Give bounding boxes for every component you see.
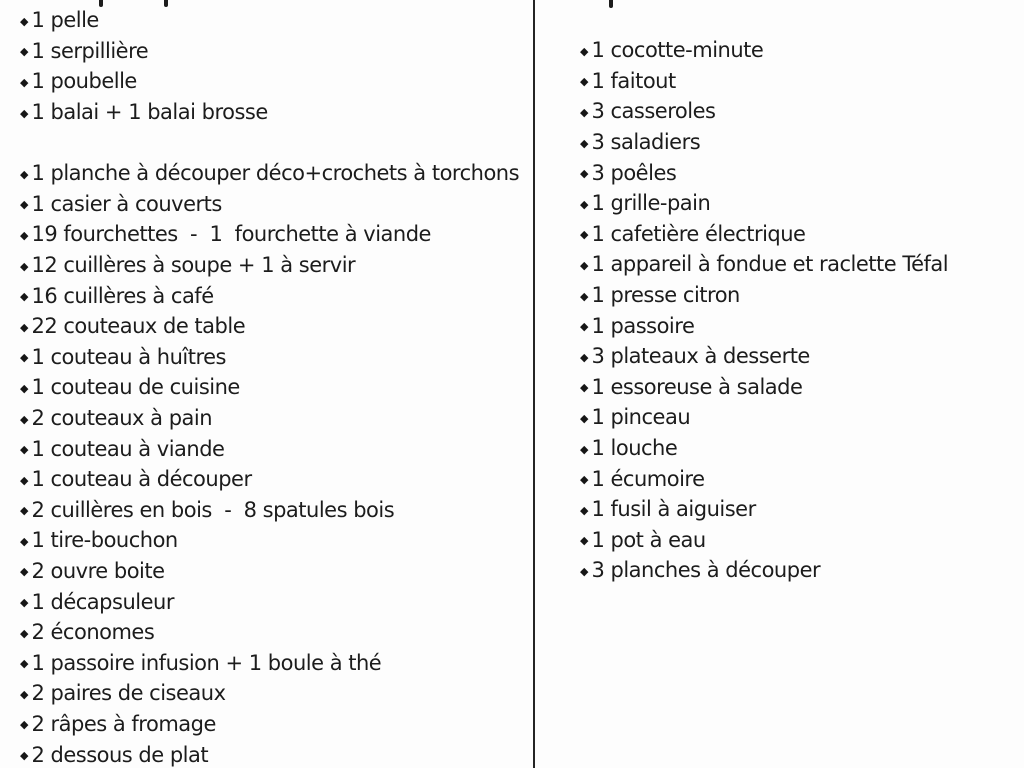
diamond-bullet-icon: ◆ xyxy=(580,197,589,211)
diamond-bullet-icon: ◆ xyxy=(580,442,589,456)
diamond-bullet-icon: ◆ xyxy=(20,106,29,120)
list-item xyxy=(580,280,1014,311)
list-item xyxy=(580,433,1014,464)
diamond-bullet-icon: ◆ xyxy=(580,473,589,487)
list-item xyxy=(20,617,525,648)
list-item-text: 12 cuillères à soupe + 1 à servir xyxy=(31,253,356,278)
diamond-bullet-icon: ◆ xyxy=(20,534,29,548)
list-item xyxy=(20,464,525,495)
list-item xyxy=(20,495,525,526)
list-item-text: 2 cuillères en bois - 8 spatules bois xyxy=(31,497,395,522)
list-item xyxy=(20,586,525,617)
left-column xyxy=(20,5,525,770)
list-item-text: 16 cuillères à café xyxy=(31,283,214,308)
diamond-bullet-icon: ◆ xyxy=(580,534,589,548)
list-item-text: 1 grille-pain xyxy=(591,191,711,216)
diamond-bullet-icon: ◆ xyxy=(20,167,29,181)
list-item xyxy=(20,525,525,556)
list-item xyxy=(580,219,1014,250)
list-item-text: 1 fusil à aiguiser xyxy=(591,497,756,522)
list-item xyxy=(20,647,525,678)
diamond-bullet-icon: ◆ xyxy=(20,351,29,365)
diamond-bullet-icon: ◆ xyxy=(20,596,29,610)
diamond-bullet-icon: ◆ xyxy=(580,411,589,425)
list-item xyxy=(580,402,1014,433)
diamond-bullet-icon: ◆ xyxy=(580,381,589,395)
list-item-text: 1 pinceau xyxy=(591,405,691,430)
list-item xyxy=(580,188,1014,219)
list-item xyxy=(20,433,525,464)
list-item xyxy=(20,556,525,587)
list-item-text: 1 essoreuse à salade xyxy=(591,374,803,399)
list-item-text: 3 plateaux à desserte xyxy=(591,344,810,369)
list-item-text: 3 casseroles xyxy=(591,99,716,124)
list-item-text: 22 couteaux de table xyxy=(31,314,246,339)
list-item xyxy=(580,66,1014,97)
list-item-text: 1 pelle xyxy=(31,8,99,33)
list-item xyxy=(20,403,525,434)
diamond-bullet-icon: ◆ xyxy=(580,75,589,89)
diamond-bullet-icon: ◆ xyxy=(20,626,29,640)
diamond-bullet-icon: ◆ xyxy=(20,718,29,732)
list-item xyxy=(580,35,1014,66)
list-item xyxy=(580,249,1014,280)
list-item xyxy=(580,372,1014,403)
list-item-text: 1 casier à couverts xyxy=(31,191,222,216)
list-item-text: 1 passoire infusion + 1 boule à thé xyxy=(31,650,382,675)
diamond-bullet-icon: ◆ xyxy=(580,350,589,364)
list-item xyxy=(20,250,525,281)
list-item xyxy=(20,36,525,67)
list-item-text: 3 poêles xyxy=(591,160,677,185)
list-item xyxy=(20,158,525,189)
list-item xyxy=(580,494,1014,525)
list-item-text: 1 écumoire xyxy=(591,466,705,491)
list-item xyxy=(580,127,1014,158)
diamond-bullet-icon: ◆ xyxy=(580,258,589,272)
diamond-bullet-icon: ◆ xyxy=(580,105,589,119)
list-item-text: 1 couteau à découper xyxy=(31,467,252,492)
diamond-bullet-icon: ◆ xyxy=(20,504,29,518)
list-item-text: 1 faitout xyxy=(591,68,676,93)
list-item-text: 1 décapsuleur xyxy=(31,589,174,614)
list-item-text: 2 économes xyxy=(31,620,155,645)
diamond-bullet-icon: ◆ xyxy=(20,749,29,763)
list-item xyxy=(20,709,525,740)
list-item-text: 1 appareil à fondue et raclette Téfal xyxy=(591,252,949,277)
diamond-bullet-icon: ◆ xyxy=(20,198,29,212)
list-item-text: 3 saladiers xyxy=(591,130,701,155)
list-item-text: 1 pot à eau xyxy=(591,527,706,552)
diamond-bullet-icon: ◆ xyxy=(580,320,589,334)
list-item xyxy=(20,189,525,220)
list-item-text: 1 serpillière xyxy=(31,38,149,63)
list-item-text: 1 planche à découper déco+crochets à torchons xyxy=(31,161,520,186)
diamond-bullet-icon: ◆ xyxy=(580,44,589,58)
list-item-text: 3 planches à découper xyxy=(591,558,821,583)
list-item-text: 1 cocotte-minute xyxy=(591,38,764,63)
list-item xyxy=(20,97,525,128)
list-item-text: 1 couteau à huîtres xyxy=(31,344,226,369)
list-item xyxy=(580,96,1014,127)
list-item-text: 19 fourchettes - 1 fourchette à viande xyxy=(31,222,431,247)
list-item xyxy=(580,555,1014,586)
list-item-text: 2 couteaux à pain xyxy=(31,406,213,431)
diamond-bullet-icon: ◆ xyxy=(20,443,29,457)
diamond-bullet-icon: ◆ xyxy=(20,381,29,395)
list-item xyxy=(20,66,525,97)
diamond-bullet-icon: ◆ xyxy=(580,228,589,242)
cutoff-text-fragment xyxy=(609,0,613,8)
list-item-text: 2 râpes à fromage xyxy=(31,711,216,736)
list-item xyxy=(20,342,525,373)
list-item-text: 1 presse citron xyxy=(591,283,740,308)
list-item xyxy=(20,311,525,342)
column-divider-line xyxy=(533,0,535,768)
list-item xyxy=(20,5,525,36)
diamond-bullet-icon: ◆ xyxy=(20,687,29,701)
list-item xyxy=(20,219,525,250)
list-item xyxy=(580,157,1014,188)
list-item-text: 1 couteau à viande xyxy=(31,436,225,461)
diamond-bullet-icon: ◆ xyxy=(580,167,589,181)
diamond-bullet-icon: ◆ xyxy=(20,75,29,89)
diamond-bullet-icon: ◆ xyxy=(20,565,29,579)
right-column xyxy=(580,35,1014,586)
list-item xyxy=(20,678,525,709)
list-item-text: 1 cafetière électrique xyxy=(591,221,806,246)
diamond-bullet-icon: ◆ xyxy=(20,45,29,59)
list-item-text: 2 dessous de plat xyxy=(31,742,209,767)
diamond-bullet-icon: ◆ xyxy=(20,320,29,334)
diamond-bullet-icon: ◆ xyxy=(20,228,29,242)
list-item-text: 1 balai + 1 balai brosse xyxy=(31,100,268,125)
list-item xyxy=(580,463,1014,494)
diamond-bullet-icon: ◆ xyxy=(580,289,589,303)
list-item xyxy=(20,372,525,403)
list-item-text: 1 couteau de cuisine xyxy=(31,375,240,400)
list-item xyxy=(580,341,1014,372)
diamond-bullet-icon: ◆ xyxy=(580,503,589,517)
diamond-bullet-icon: ◆ xyxy=(20,14,29,28)
list-item-text: 1 passoire xyxy=(591,313,695,338)
list-item xyxy=(580,525,1014,556)
list-item xyxy=(20,739,525,770)
list-item-text: 1 poubelle xyxy=(31,69,137,94)
list-item-text: 1 louche xyxy=(591,436,678,461)
diamond-bullet-icon: ◆ xyxy=(20,657,29,671)
diamond-bullet-icon: ◆ xyxy=(20,259,29,273)
list-item-text: 1 tire-bouchon xyxy=(31,528,178,553)
list-item-text: 2 paires de ciseaux xyxy=(31,681,226,706)
diamond-bullet-icon: ◆ xyxy=(580,136,589,150)
diamond-bullet-icon: ◆ xyxy=(580,564,589,578)
diamond-bullet-icon: ◆ xyxy=(20,473,29,487)
diamond-bullet-icon: ◆ xyxy=(20,290,29,304)
list-item-text: 2 ouvre boite xyxy=(31,558,165,583)
diamond-bullet-icon: ◆ xyxy=(20,412,29,426)
list-item xyxy=(580,310,1014,341)
list-item xyxy=(20,280,525,311)
